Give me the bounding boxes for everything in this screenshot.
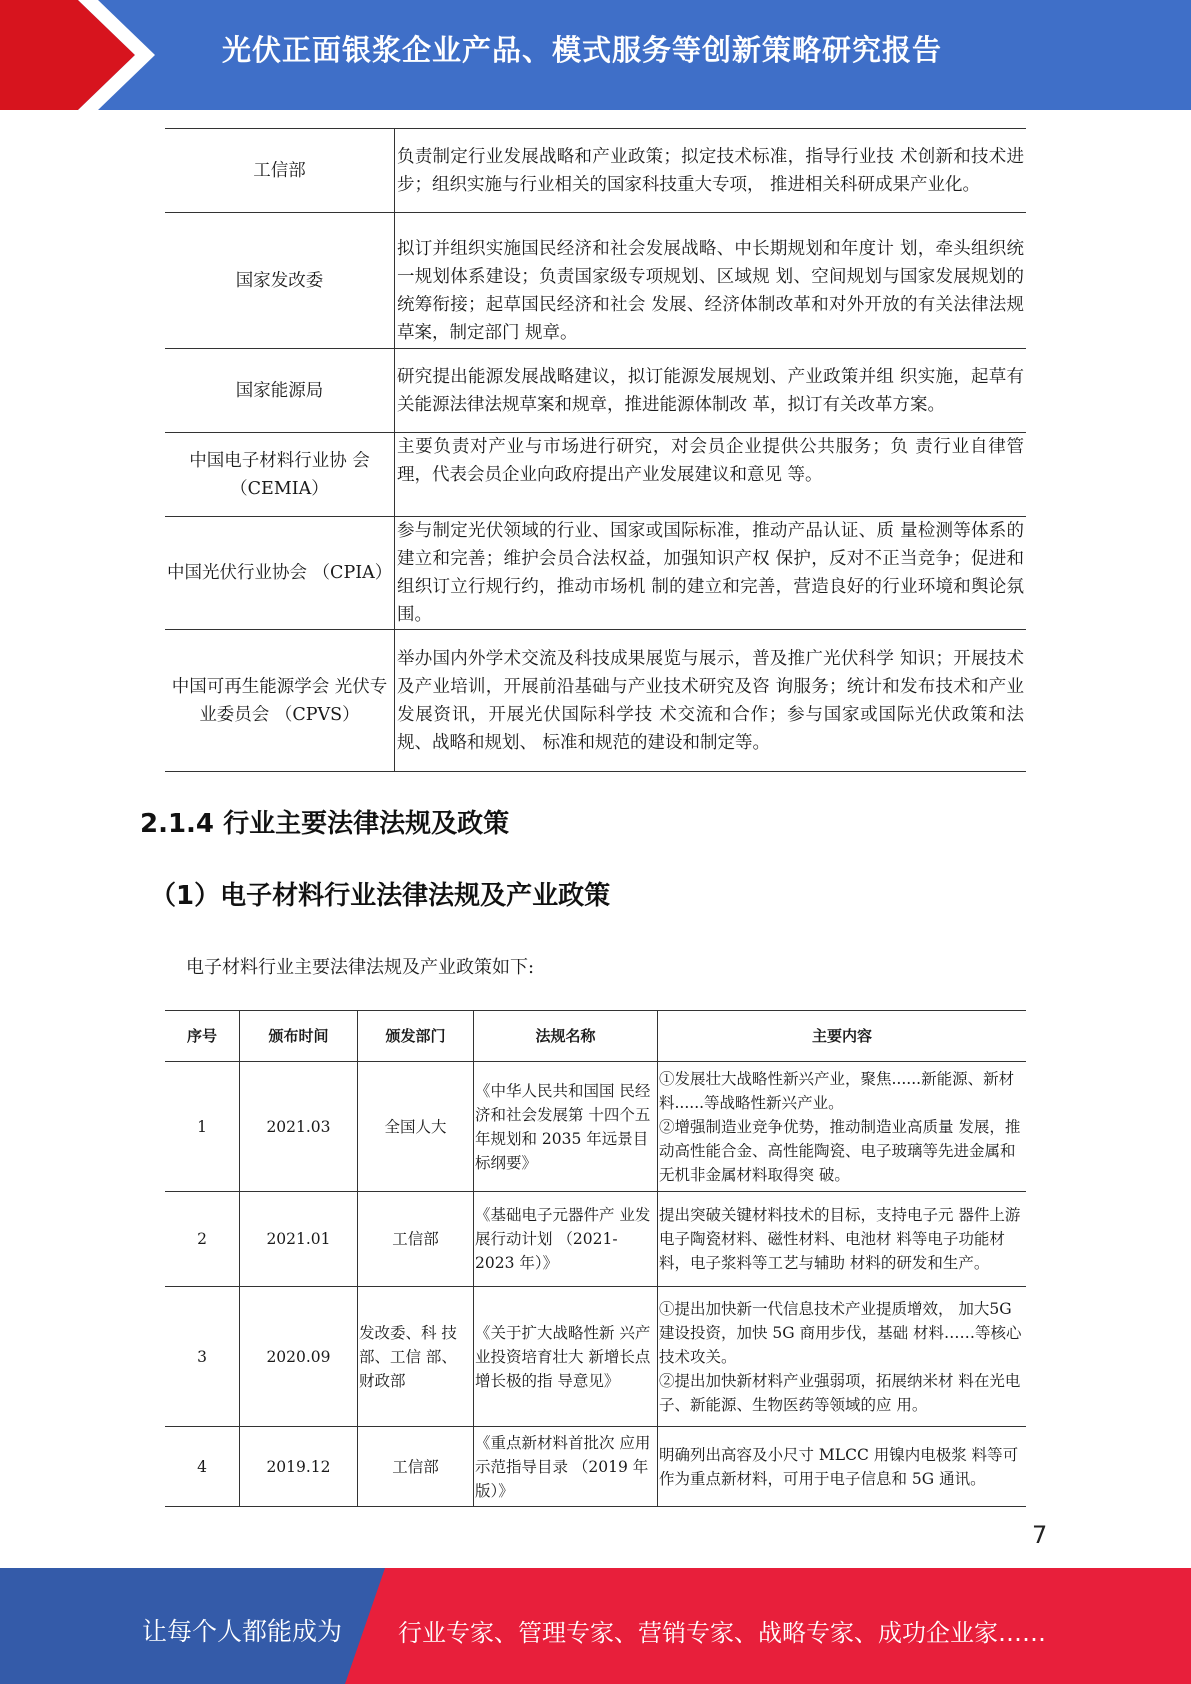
org-name: 中国可再生能源学会 光伏专业委员会 （CPVS） — [165, 630, 395, 772]
row-number: 4 — [165, 1427, 240, 1507]
table-row — [165, 129, 1026, 213]
column-header-date: 颁布时间 — [240, 1011, 358, 1062]
org-name: 国家能源局 — [165, 349, 395, 433]
report-title: 光伏正面银浆企业产品、模式服务等创新策略研究报告 — [222, 33, 943, 67]
org-name: 工信部 — [165, 129, 395, 213]
column-header-content: 主要内容 — [658, 1011, 1027, 1062]
row-number: 2 — [165, 1192, 240, 1287]
org-name: 国家发改委 — [165, 213, 395, 349]
column-header-dept: 颁发部门 — [358, 1011, 474, 1062]
table-row — [165, 433, 1026, 517]
regulatory-bodies-table — [165, 128, 1026, 772]
issue-date: 2021.01 — [240, 1192, 358, 1287]
org-duties: 研究提出能源发展战略建议，拟订能源发展规划、产业政策并组 织实施，起草有关能源法律法规草案和规章，推进能源体制改 革，拟订有关改革方案。 — [395, 349, 1027, 433]
table-row — [165, 349, 1026, 433]
regulation-name: 《中华人民共和国国 民经济和社会发展第 十四个五年规划和 2035 年远景目标纲要》 — [474, 1062, 658, 1192]
org-name: 中国电子材料行业协 会（CEMIA） — [165, 433, 395, 517]
main-content: ①发展壮大战略性新兴产业，聚焦......新能源、新材料......等战略性新兴产业。 ②增强制造业竞争优势，推动制造业高质量 发展，推动高性能合金、高性能陶瓷、电子玻璃等先进金属和无机非金属材料取得突 破。 — [658, 1062, 1027, 1192]
table-row — [165, 1427, 1026, 1507]
footer-banner — [0, 1568, 1191, 1684]
subsection-heading: （1）电子材料行业法律法规及产业政策 — [150, 881, 611, 911]
regulation-name: 《基础电子元器件产 业发展行动计划 （2021-2023 年）》 — [474, 1192, 658, 1287]
column-header-no: 序号 — [165, 1011, 240, 1062]
issue-date: 2021.03 — [240, 1062, 358, 1192]
table-row — [165, 1192, 1026, 1287]
row-number: 3 — [165, 1287, 240, 1427]
page-number: 7 — [1032, 1521, 1048, 1549]
regulation-name: 《关于扩大战略性新 兴产业投资培育壮大 新增长点增长极的指 导意见》 — [474, 1287, 658, 1427]
issuing-department: 工信部 — [358, 1427, 474, 1507]
header-banner — [0, 0, 1191, 110]
main-content: ①提出加快新一代信息技术产业提质增效， 加大5G 建设投资，加快 5G 商用步伐，基础 材料……等核心技术攻关。 ②提出加快新材料产业强弱项，拓展纳米材 料在光电子、新能源、生物医药等领域的应 用。 — [658, 1287, 1027, 1427]
table-row — [165, 630, 1026, 772]
table-header-row — [165, 1011, 1026, 1062]
main-content: 提出突破关键材料技术的目标，支持电子元 器件上游电子陶瓷材料、磁性材料、电池材 料等电子功能材料，电子浆料等工艺与辅助 材料的研发和生产。 — [658, 1192, 1027, 1287]
issue-date: 2020.09 — [240, 1287, 358, 1427]
main-content: 明确列出高容及小尺寸 MLCC 用镍内电极浆 料等可作为重点新材料，可用于电子信息和 5G 通讯。 — [658, 1427, 1027, 1507]
footer-slogan-right: 行业专家、管理专家、营销专家、战略专家、成功企业家…… — [398, 1619, 1046, 1647]
row-number: 1 — [165, 1062, 240, 1192]
issuing-department: 发改委、科 技部、工信 部、财政部 — [358, 1287, 474, 1427]
org-duties: 负责制定行业发展战略和产业政策；拟定技术标准，指导行业技 术创新和技术进步；组织实施与行业相关的国家科技重大专项， 推进相关科研成果产业化。 — [395, 129, 1027, 213]
policy-table — [165, 1010, 1026, 1507]
table-row — [165, 213, 1026, 349]
org-duties: 拟订并组织实施国民经济和社会发展战略、中长期规划和年度计 划，牵头组织统一规划体系建设；负责国家级专项规划、区域规 划、空间规划与国家发展规划的统筹衔接；起草国民经济和社会 发展、经济体制改革和对外开放的有关法律法规草案，制定部门 规章。 — [395, 213, 1027, 349]
table-row — [165, 1287, 1026, 1427]
org-duties: 参与制定光伏领域的行业、国家或国际标准，推动产品认证、质 量检测等体系的建立和完善；维护会员合法权益，加强知识产权 保护，反对不正当竞争；促进和组织订立行规行约，推动市场机 制的建立和完善，营造良好的行业环境和舆论氛围。 — [395, 517, 1027, 630]
footer-slogan-left: 让每个人都能成为 — [142, 1617, 343, 1646]
intro-paragraph: 电子材料行业主要法律法规及产业政策如下: — [186, 957, 535, 978]
org-duties: 举办国内外学术交流及科技成果展览与展示，普及推广光伏科学 知识；开展技术及产业培训，开展前沿基础与产业技术研究及咨 询服务；统计和发布技术和产业发展资讯，开展光伏国际科学技 术交流和合作；参与国家或国际光伏政策和法规、战略和规划、 标准和规范的建设和制定等。 — [395, 630, 1027, 772]
org-name: 中国光伏行业协会 （CPIA） — [165, 517, 395, 630]
table-row — [165, 1062, 1026, 1192]
regulation-name: 《重点新材料首批次 应用示范指导目录 （2019 年版）》 — [474, 1427, 658, 1507]
org-duties: 主要负责对产业与市场进行研究，对会员企业提供公共服务；负 责行业自律管理，代表会员企业向政府提出产业发展建议和意见 等。 — [395, 433, 1027, 517]
section-heading: 2.1.4 行业主要法律法规及政策 — [140, 809, 510, 839]
issuing-department: 工信部 — [358, 1192, 474, 1287]
table-row — [165, 517, 1026, 630]
column-header-name: 法规名称 — [474, 1011, 658, 1062]
issuing-department: 全国人大 — [358, 1062, 474, 1192]
issue-date: 2019.12 — [240, 1427, 358, 1507]
